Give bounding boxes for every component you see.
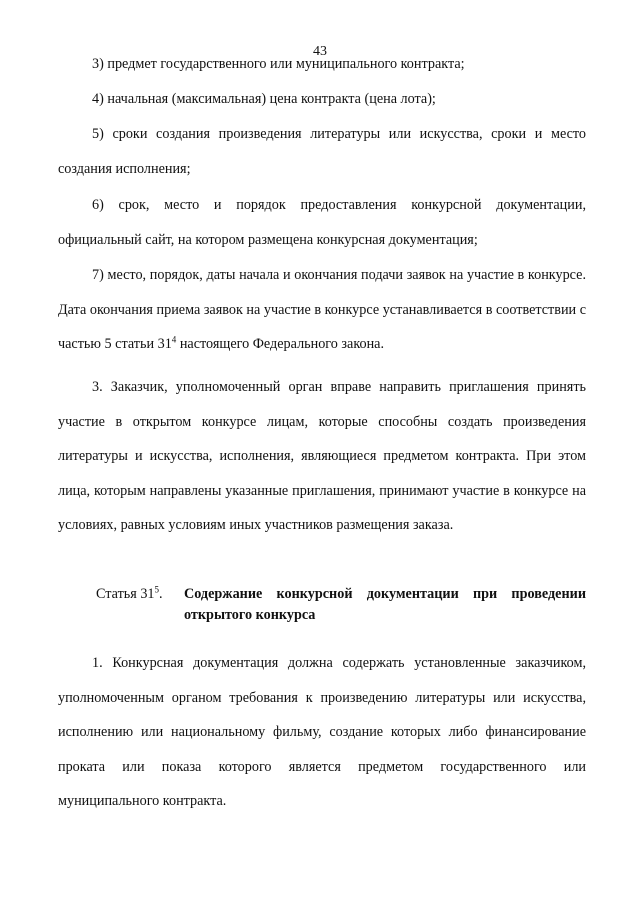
paragraph-item-6: 6) срок, место и порядок предоставления конкурсной документации, официальный сайт, на котором размещена конкурсная документация; bbox=[58, 197, 586, 248]
article-title: Содержание конкурсной документации при проведении открытого конкурса bbox=[184, 586, 586, 623]
paragraph-item-3: 3) предмет государственного или муниципального контракта; bbox=[92, 56, 465, 72]
paragraph-item-7-end: настоящего Федерального закона. bbox=[176, 336, 385, 352]
article-label bbox=[96, 584, 184, 605]
paragraph-item-4: 4) начальная (максимальная) цена контракта (цена лота); bbox=[92, 91, 436, 107]
article-heading bbox=[96, 584, 586, 626]
paragraph-item-7-text: 7) место, порядок, даты начала и окончания подачи заявок на участие в конкурсе. Дата окончания приема заявок на участие в конкурсе устанавливается в соответствии с частью 5 статьи 31 bbox=[58, 267, 586, 352]
paragraph-item-7 bbox=[58, 258, 586, 362]
paragraph-item-5: 5) сроки создания произведения литературы или искусства, сроки и место создания исполнения; bbox=[58, 126, 586, 177]
article-label-sup: 5 bbox=[154, 584, 160, 595]
article-label-text: Статья 31 bbox=[96, 586, 155, 602]
article-label-dot: . bbox=[159, 586, 163, 602]
article-paragraph-1: 1. Конкурсная документация должна содержать установленные заказчиком, уполномоченным органом требования к произведению литературы или искусства, исполнению или национальному фильму, создание которых либо финансирование проката или показа которого является предметом государственного или муниципального контракта. bbox=[58, 655, 586, 809]
page-number: 43 bbox=[313, 44, 327, 59]
paragraph-3: 3. Заказчик, уполномоченный орган вправе направить приглашения принять участие в открытом конкурсе лицам, которые способны создать произведения литературы и искусства, исполнения, являющиеся предметом контракта. При этом лица, которым направлены указанные приглашения, принимают участие в конкурсе на условиях, равных условиям иных участников размещения заказа. bbox=[58, 379, 586, 533]
superscript-4: 4 bbox=[171, 334, 177, 345]
